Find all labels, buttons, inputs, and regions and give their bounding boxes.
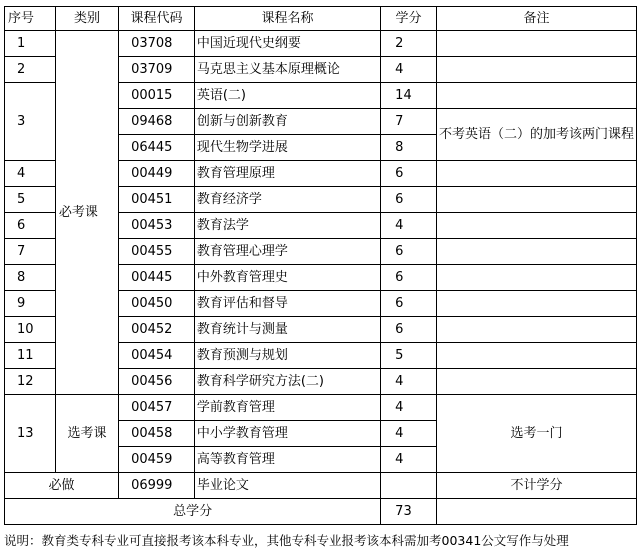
remark-cell — [436, 57, 636, 83]
name-cell: 中国近现代史纲要 — [194, 31, 380, 57]
thesis-name-cell: 毕业论文 — [194, 473, 380, 499]
name-cell: 教育预测与规划 — [194, 343, 380, 369]
name-cell: 教育法学 — [194, 213, 380, 239]
seq-cell: 2 — [5, 57, 56, 83]
code-cell: 00459 — [119, 447, 195, 473]
code-cell: 00445 — [119, 265, 195, 291]
total-row — [5, 499, 637, 525]
name-cell: 英语(二) — [194, 83, 380, 109]
remark-cell — [436, 213, 636, 239]
remark-elective-one-cell: 选考一门 — [436, 395, 636, 473]
name-cell: 教育经济学 — [194, 187, 380, 213]
thesis-row — [5, 473, 637, 499]
code-cell: 00456 — [119, 369, 195, 395]
seq-cell: 6 — [5, 213, 56, 239]
code-cell: 00449 — [119, 161, 195, 187]
remark-cell — [436, 83, 636, 109]
total-label-cell: 总学分 — [5, 499, 381, 525]
name-cell: 现代生物学进展 — [194, 135, 380, 161]
code-cell: 03708 — [119, 31, 195, 57]
name-cell: 教育科学研究方法(二) — [194, 369, 380, 395]
remark-cell — [436, 317, 636, 343]
credits-cell: 6 — [381, 239, 437, 265]
table-header-row — [5, 7, 637, 31]
credits-cell: 6 — [381, 187, 437, 213]
code-cell: 00451 — [119, 187, 195, 213]
credits-cell: 7 — [381, 109, 437, 135]
credits-cell: 6 — [381, 317, 437, 343]
name-cell: 高等教育管理 — [194, 447, 380, 473]
remark-cell — [436, 265, 636, 291]
name-cell: 教育管理心理学 — [194, 239, 380, 265]
code-cell: 06445 — [119, 135, 195, 161]
seq-cell: 3 — [5, 83, 56, 161]
name-cell: 马克思主义基本原理概论 — [194, 57, 380, 83]
remark-cell — [436, 161, 636, 187]
remark-cell — [436, 291, 636, 317]
remark-cell — [436, 187, 636, 213]
header-seq: 序号 — [5, 7, 56, 31]
remark-cell — [436, 31, 636, 57]
header-name: 课程名称 — [194, 7, 380, 31]
code-cell: 00458 — [119, 421, 195, 447]
credits-cell: 4 — [381, 421, 437, 447]
code-cell: 00457 — [119, 395, 195, 421]
remark-cell — [436, 239, 636, 265]
code-cell: 00454 — [119, 343, 195, 369]
seq-cell: 4 — [5, 161, 56, 187]
seq-cell: 10 — [5, 317, 56, 343]
footnote: 说明：教育类专科专业可直接报考该本科专业，其他专科专业报考该本科需加考00341公文写作与处理 — [4, 533, 569, 548]
seq-cell: 13 — [5, 395, 56, 473]
header-credits: 学分 — [381, 7, 437, 31]
code-cell: 00450 — [119, 291, 195, 317]
remark-english-alt-cell — [436, 109, 636, 161]
header-code: 课程代码 — [119, 7, 195, 31]
code-cell: 09468 — [119, 109, 195, 135]
category-elective-cell: 选考课 — [55, 395, 118, 473]
total-value-cell: 73 — [381, 499, 437, 525]
header-category: 类别 — [55, 7, 118, 31]
category-mandatory-cell: 必做 — [5, 473, 119, 499]
credits-cell: 4 — [381, 395, 437, 421]
code-cell: 00453 — [119, 213, 195, 239]
seq-cell: 9 — [5, 291, 56, 317]
curriculum-table — [4, 6, 637, 525]
credits-cell: 4 — [381, 213, 437, 239]
seq-cell: 7 — [5, 239, 56, 265]
total-remark-cell — [436, 499, 636, 525]
credits-cell: 8 — [381, 135, 437, 161]
remark-english-alt: 不考英语（二）的加考该两门课程 — [438, 126, 634, 142]
credits-cell: 5 — [381, 343, 437, 369]
credits-cell: 4 — [381, 57, 437, 83]
name-cell: 创新与创新教育 — [194, 109, 380, 135]
code-cell: 00452 — [119, 317, 195, 343]
remark-cell — [436, 369, 636, 395]
header-remark: 备注 — [436, 7, 636, 31]
seq-cell: 11 — [5, 343, 56, 369]
name-cell: 中小学教育管理 — [194, 421, 380, 447]
name-cell: 中外教育管理史 — [194, 265, 380, 291]
thesis-code-cell: 06999 — [119, 473, 195, 499]
credits-cell: 2 — [381, 31, 437, 57]
credits-cell: 4 — [381, 369, 437, 395]
credits-cell: 6 — [381, 161, 437, 187]
remark-thesis-cell: 不计学分 — [436, 473, 636, 499]
table-row — [5, 395, 637, 421]
seq-cell: 1 — [5, 31, 56, 57]
name-cell: 教育管理原理 — [194, 161, 380, 187]
name-cell: 学前教育管理 — [194, 395, 380, 421]
thesis-credits-cell — [381, 473, 437, 499]
remark-cell — [436, 343, 636, 369]
credits-cell: 4 — [381, 447, 437, 473]
code-cell: 00455 — [119, 239, 195, 265]
code-cell: 00015 — [119, 83, 195, 109]
credits-cell: 6 — [381, 291, 437, 317]
category-required-cell: 必考课 — [55, 31, 118, 395]
code-cell: 03709 — [119, 57, 195, 83]
seq-cell: 12 — [5, 369, 56, 395]
credits-cell: 14 — [381, 83, 437, 109]
name-cell: 教育评估和督导 — [194, 291, 380, 317]
name-cell: 教育统计与测量 — [194, 317, 380, 343]
seq-cell: 8 — [5, 265, 56, 291]
seq-cell: 5 — [5, 187, 56, 213]
credits-cell: 6 — [381, 265, 437, 291]
table-row — [5, 31, 637, 57]
